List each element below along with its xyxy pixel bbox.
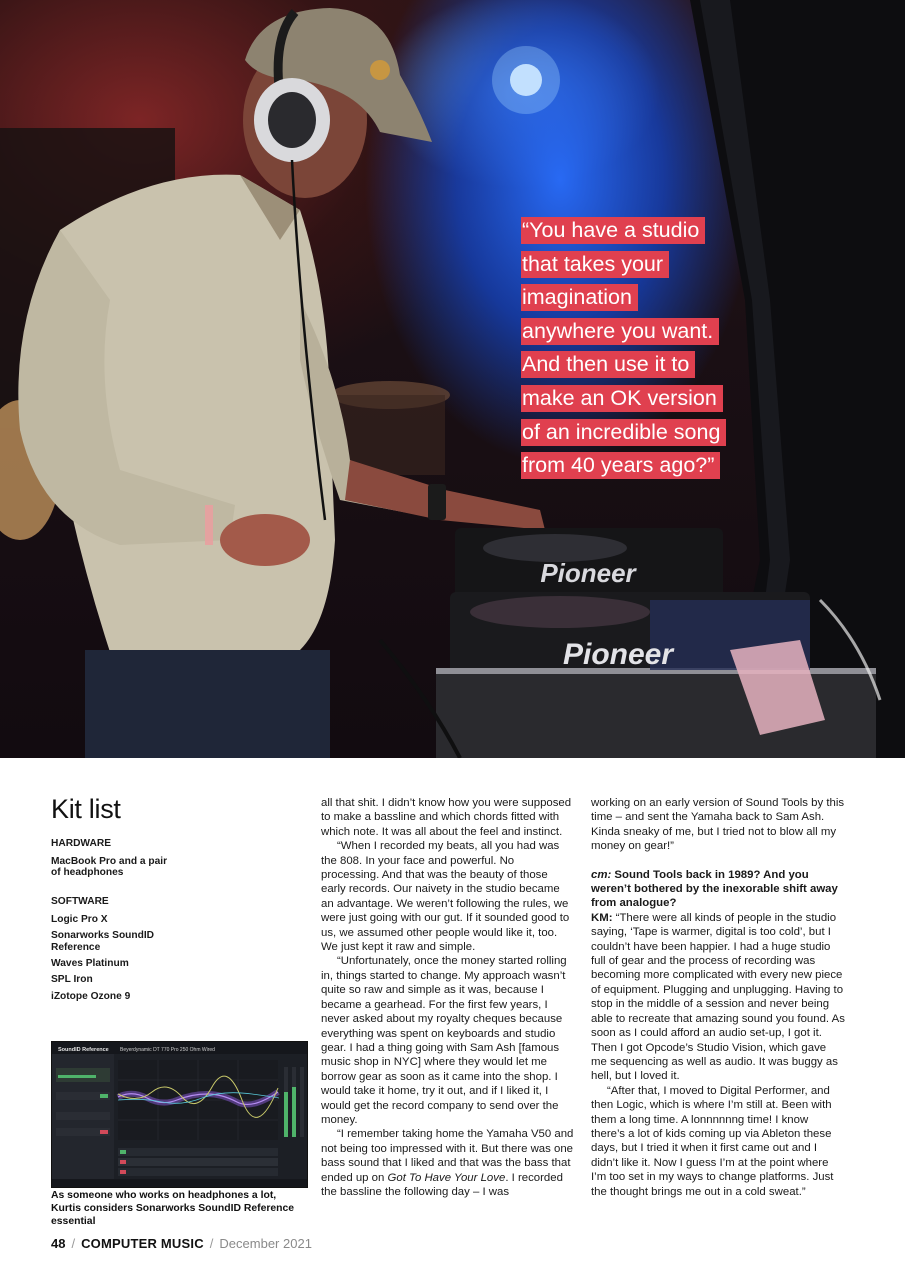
- article-column-1: [321, 796, 575, 1199]
- software-item: iZotope Ozone 9: [51, 990, 131, 1002]
- question-prefix: cm:: [591, 868, 612, 881]
- footer-separator: /: [209, 1236, 214, 1251]
- interview-answer: [591, 911, 845, 1084]
- pioneer-logo-top: Pioneer: [540, 558, 636, 588]
- interview-question: [591, 868, 845, 911]
- song-title: Got To Have Your Love: [387, 1171, 506, 1184]
- pull-quote: [521, 214, 781, 483]
- issue-date: December 2021: [219, 1236, 312, 1251]
- paragraph-text: “I remember taking home the Yamaha V50 and not being too impressed with it. But there was one bass sound that I liked and that was the bass that ended up on: [321, 1128, 574, 1184]
- pull-quote-line: And then use it to: [521, 351, 695, 378]
- pull-quote-line: anywhere you want.: [521, 318, 719, 345]
- magazine-name: COMPUTER MUSIC: [81, 1236, 204, 1251]
- kit-list-title: Kit list: [51, 794, 121, 824]
- paragraph: “After that, I moved to Digital Performer, and then Logic, which is where I’m still at. Been with them a long time. A lonnnnnng time! I know there’s a lot of kids coming up via Ableton these days, but I tried it when it first came out and I didn’t like it. Now I guess I’m at the point where I’m too set in my ways to change platforms. Just the thought brings me out in a cold sweat.”: [591, 1084, 834, 1198]
- paragraph: “Unfortunately, once the money started rolling in, things started to change. My approach wasn’t quite so raw and simple as it was, because I became a gearhead. For the first few years, I never asked about my royalty cheques because everything was spent on keyboards and studio gear. I had a thing going with Sam Ash [famous music shop in NYC] where they would let me borrow gear as soon as it came into the shop. I would take it home, try it out, and if I liked it, I would get the record company to send over the money.: [321, 955, 567, 1126]
- pull-quote-line: imagination: [521, 284, 638, 311]
- paragraph: [321, 1127, 575, 1199]
- soundid-app-title: SoundID Reference: [58, 1047, 109, 1053]
- hardware-heading: HARDWARE: [51, 838, 111, 849]
- pull-quote-line: that takes your: [521, 251, 669, 278]
- paragraph: “When I recorded my beats, all you had was the 808. In your face and powerful. No processing. And that was the beauty of those early records. Our naivety in the studio became an advantage. We weren’t following the rules, we were just going with our gut. If it sounded good to us, we assumed other people would like it, too. We just kept it raw and simple.: [321, 840, 570, 954]
- soundid-ui-graphic: [52, 1042, 307, 1187]
- paragraph: all that shit. I didn’t know how you were supposed to make a bassline and which chords fitted with which note. It was all about the feel and instinct.: [321, 797, 572, 838]
- pull-quote-line: “You have a studio: [521, 217, 705, 244]
- software-item: Sonarworks SoundID Reference: [51, 930, 155, 953]
- question-text: Sound Tools back in 1989? And you weren’t bothered by the inexorable shift away from analogue?: [591, 868, 838, 910]
- article-column-2: [591, 796, 845, 1199]
- answer-prefix: KM:: [591, 911, 613, 924]
- software-item: Waves Platinum: [51, 958, 129, 970]
- hardware-item: MacBook Pro and a pair of headphones: [51, 855, 168, 878]
- kit-list: [51, 792, 291, 1002]
- page-footer: [51, 1236, 312, 1252]
- soundid-screenshot: [51, 1041, 308, 1188]
- pioneer-logo-bottom: Pioneer: [562, 638, 674, 671]
- answer-text: “There were all kinds of people in the studio saying, ‘Tape is warmer, digital is too cold’, but I couldn’t have been happier. I had a huge studio full of gear and the process of recording was becoming more complicated with every new piece of equipment. Plugging and unplugging. Having to stop in the middle of a session and never being able to recreate that amazing sound you found. As soon as I could afford an audio set-up, I got it. Then I got Opcode’s Studio Vision, which gave me sequencing as well as audio. It was buggy as hell, but I loved it.: [591, 911, 845, 1083]
- software-heading: SOFTWARE: [51, 896, 109, 908]
- pull-quote-line: of an incredible song: [521, 419, 726, 446]
- screenshot-caption: As someone who works on headphones a lot, Kurtis considers Sonarworks SoundID Reference essential: [51, 1190, 295, 1227]
- pull-quote-line: make an OK version: [521, 385, 723, 412]
- soundid-header-text: Beyerdynamic DT 770 Pro 250 Ohm Wired: [120, 1047, 215, 1053]
- software-item: SPL Iron: [51, 974, 93, 986]
- paragraph: working on an early version of Sound Tools by this time – and sent the Yamaha back to Sam Ash. Kinda sneaky of me, but I tried not to blow all my money on gear!”: [591, 797, 845, 853]
- software-item: Logic Pro X: [51, 913, 108, 925]
- pull-quote-line: from 40 years ago?”: [521, 452, 720, 479]
- paragraph-text: . I recorded the bassline the following day – I was: [321, 1171, 563, 1198]
- page-number: 48: [51, 1236, 66, 1251]
- footer-separator: /: [71, 1236, 76, 1251]
